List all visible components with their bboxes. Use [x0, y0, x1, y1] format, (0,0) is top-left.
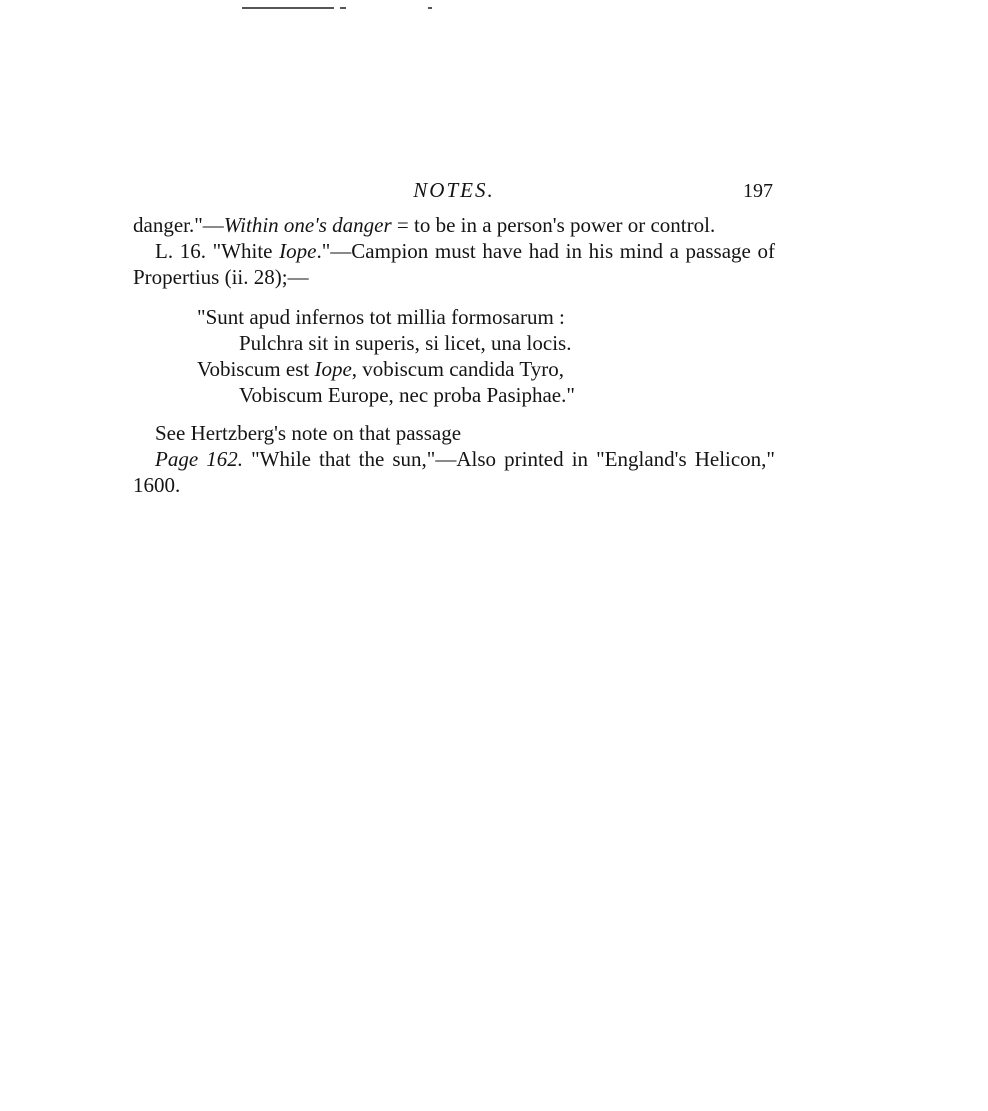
note-text: danger."— [133, 213, 224, 237]
scan-mark [340, 7, 346, 9]
note-within-ones-danger [133, 212, 775, 238]
verse-text: , vobiscum candida Tyro, [351, 357, 564, 381]
note-italic-term: Iope [279, 239, 317, 263]
note-hertzberg: See Hertzberg's note on that passage [155, 421, 462, 445]
note-page-ref: Page [155, 447, 199, 471]
verse-line [197, 356, 775, 382]
verse-line: "Sunt apud infernos tot millia formosarum : [197, 305, 565, 329]
verse-line: Vobiscum Europe, nec proba Pasiphae." [239, 383, 575, 407]
verse-text: Vobiscum est [197, 357, 315, 381]
note-page-number: 162. [198, 447, 243, 471]
note-text: = to be in a person's power or control. [391, 213, 716, 237]
page-number: 197 [743, 180, 773, 202]
running-head-title: NOTES. [413, 178, 495, 202]
book-page [133, 178, 775, 498]
scan-mark [242, 7, 334, 9]
note-text: "While that the sun,"—Also printed in "England's Helicon," 1600. [133, 447, 776, 497]
note-italic-term: Within one's danger [223, 213, 392, 237]
note-text: L. 16. "White [155, 239, 280, 263]
running-head [133, 178, 775, 212]
verse-quotation [197, 304, 775, 408]
scan-mark [428, 7, 432, 9]
verse-italic-term: Iope [314, 357, 352, 381]
note-text: ."—Campion must have had in his mind a passage of Propertius (ii. 28);— [133, 239, 775, 289]
verse-line: Pulchra sit in superis, si licet, una locis. [239, 331, 572, 355]
note-white-iope [133, 238, 775, 290]
note-page-162 [133, 446, 775, 498]
